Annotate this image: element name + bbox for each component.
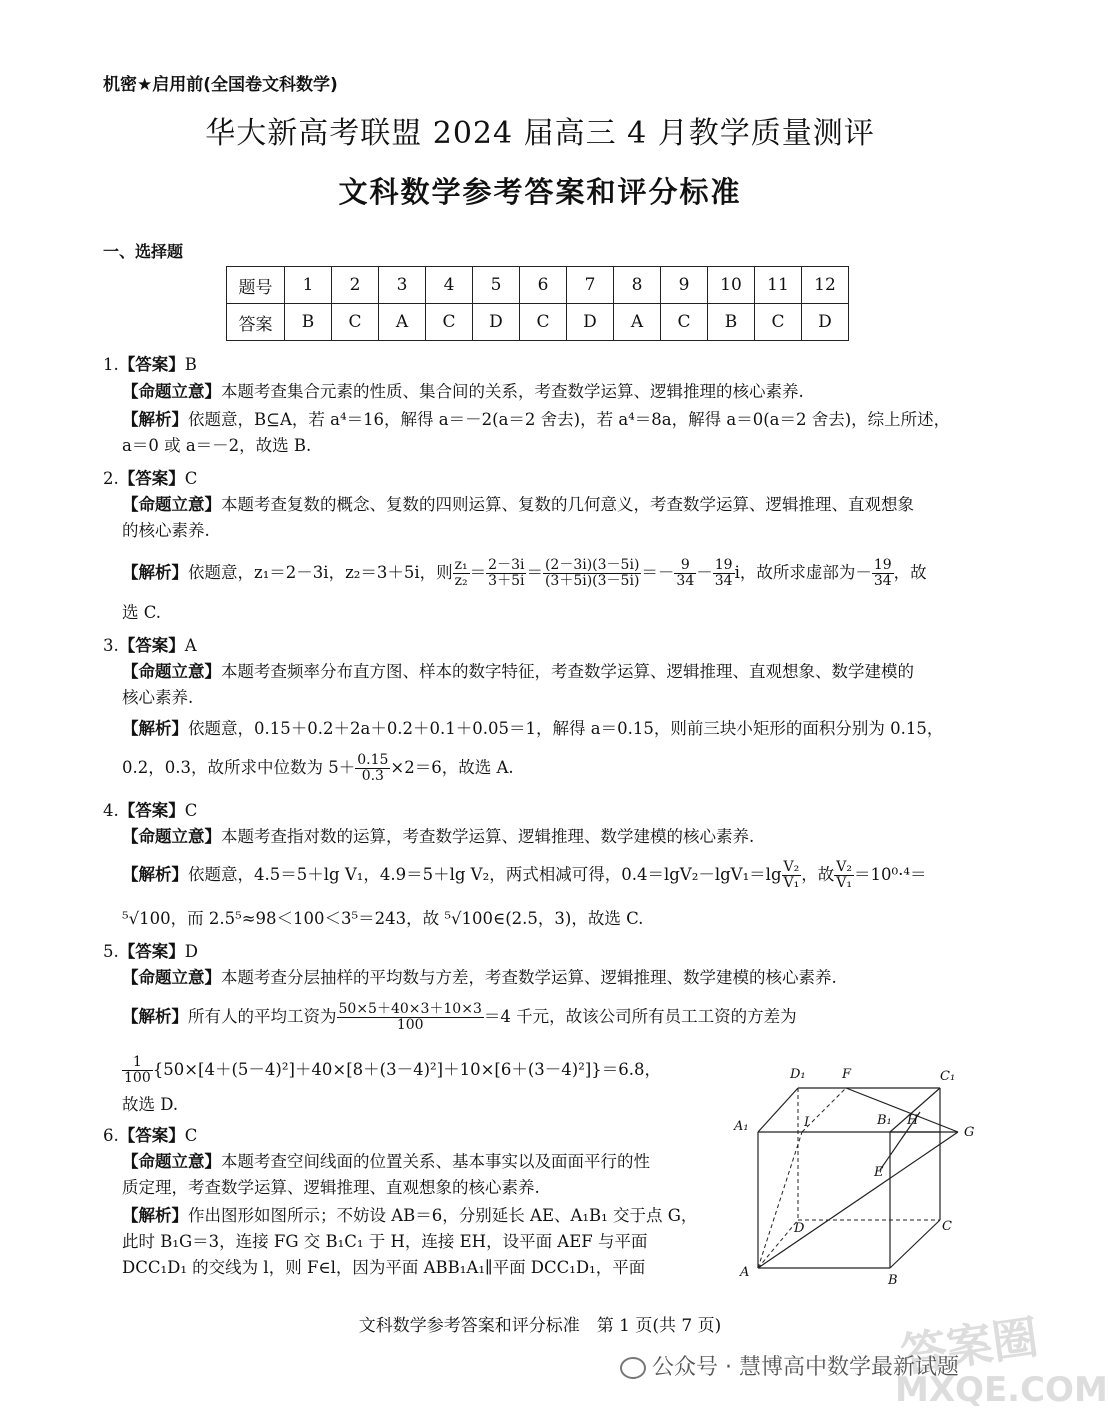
- fraction: [337, 1002, 484, 1033]
- q2-analysis-mid: i，故所求虚部为－: [734, 563, 872, 582]
- section-heading: 一、选择题: [103, 242, 184, 261]
- label-G: G: [964, 1125, 975, 1140]
- answer-table: [226, 266, 849, 341]
- line-AG: [758, 1132, 958, 1268]
- analysis-label: 【解析】: [122, 719, 188, 738]
- table-cell: C: [755, 304, 802, 341]
- fraction: [543, 558, 641, 589]
- fraction: [713, 558, 735, 589]
- q5-analysis-2: [122, 1050, 742, 1090]
- q3-analysis-post: ×2＝6，故选 A.: [390, 758, 514, 777]
- label-C: C: [942, 1219, 952, 1234]
- wechat-icon: [620, 1357, 646, 1379]
- analysis-label: 【解析】: [122, 865, 188, 884]
- table-cell: D: [473, 304, 520, 341]
- table-cell: 8: [614, 267, 661, 304]
- intent-label: 【命题立意】: [122, 382, 221, 401]
- table-cell: 10: [708, 267, 755, 304]
- label-C1: C₁: [940, 1069, 956, 1084]
- numerator: 0.15: [357, 752, 389, 768]
- line-AI: [758, 1132, 802, 1268]
- fraction: [122, 1055, 153, 1086]
- q2-answer: C: [184, 469, 198, 488]
- operator: －: [696, 563, 713, 582]
- q6-intent: [122, 1149, 722, 1201]
- table-cell: C: [661, 304, 708, 341]
- fraction: [355, 753, 390, 784]
- table-header-cell: 答案: [227, 304, 285, 341]
- q3-analysis: [122, 716, 977, 742]
- q2-intent: [122, 492, 977, 544]
- edge-BC: [890, 1220, 940, 1268]
- table-cell: C: [332, 304, 379, 341]
- table-cell: B: [285, 304, 332, 341]
- denominator: 34: [714, 573, 733, 589]
- answer-label: 【答案】: [118, 1126, 185, 1145]
- page-title: 华大新高考联盟 2024 届高三 4 月教学质量测评: [205, 116, 875, 151]
- q4-analysis-post: ＝10⁰·⁴＝: [854, 865, 927, 884]
- denominator: V₁: [836, 875, 852, 891]
- page-footer: 文科数学参考答案和评分标准 第 1 页(共 7 页): [358, 1316, 722, 1336]
- table-cell: D: [802, 304, 849, 341]
- label-H: H: [907, 1113, 919, 1128]
- answer-label: 【答案】: [118, 942, 185, 961]
- q6-answer: C: [184, 1126, 198, 1145]
- intent-label: 【命题立意】: [122, 827, 221, 846]
- intent-label: 【命题立意】: [122, 968, 221, 987]
- q1-analysis-text-2: a＝0 或 a＝－2，故选 B.: [122, 436, 312, 455]
- q4-analysis: [122, 855, 977, 895]
- q5-analysis-post: ＝4 千元，故该公司所有员工工资的方差为: [483, 1007, 797, 1026]
- q6-analysis-text-3: DCC₁D₁ 的交线为 l，则 F∈l，因为平面 ABB₁A₁∥平面 DCC₁D₁，平面: [122, 1258, 646, 1277]
- table-cell: D: [567, 304, 614, 341]
- label-D: D: [794, 1221, 805, 1236]
- q6-answer-line: [103, 1122, 197, 1146]
- analysis-label: 【解析】: [122, 1206, 188, 1225]
- q1-answer-line: [103, 351, 197, 375]
- denominator: 100: [396, 1017, 424, 1033]
- numerator: z₁: [454, 557, 468, 573]
- q2-answer-line: [103, 465, 197, 489]
- label-B1: B₁: [877, 1113, 892, 1128]
- watermark-domain: MXQE.COM: [895, 1370, 1108, 1410]
- numerator: 9: [674, 558, 696, 574]
- equals: ＝: [469, 563, 487, 582]
- denominator: 3＋5i: [488, 573, 525, 589]
- q1-intent-text: 本题考查集合元素的性质、集合间的关系，考查数学运算、逻辑推理的核心素养.: [221, 382, 804, 401]
- header-note: 机密★启用前(全国卷文科数学): [103, 75, 338, 95]
- q6-analysis-text-1: 作出图形如图所示；不妨设 AB＝6，分别延长 AE、A₁B₁ 交于点 G，: [188, 1206, 698, 1225]
- label-F: F: [842, 1067, 852, 1082]
- analysis-label: 【解析】: [122, 1007, 188, 1026]
- table-cell: 5: [473, 267, 520, 304]
- table-cell: A: [379, 304, 426, 341]
- q5-analysis-text-2: {50×[4＋(5－4)²]＋40×[8＋(3－4)²]＋10×[6＋(3－4)²]}＝6.8，: [152, 1060, 662, 1079]
- q2-number: 2.: [103, 469, 119, 488]
- table-cell: B: [708, 304, 755, 341]
- numerator: 19: [714, 557, 733, 573]
- line-FG: [846, 1088, 958, 1132]
- denominator: (3＋5i)(3－5i): [544, 573, 640, 589]
- edge-AD: [758, 1220, 798, 1268]
- q3-intent: [122, 659, 977, 711]
- intent-label: 【命题立意】: [122, 495, 221, 514]
- q4-answer: C: [184, 801, 198, 820]
- q5-answer: D: [184, 942, 198, 961]
- q3-analysis-pre: 0.2，0.3，故所求中位数为 5＋: [122, 758, 356, 777]
- numerator: 50×5＋40×3＋10×3: [338, 1001, 482, 1017]
- q1-analysis-text-1: 依题意，B⊆A，若 a⁴＝16，解得 a＝－2(a＝2 舍去)，若 a⁴＝8a，解得 a＝0(a＝2 舍去)，综上所述，: [188, 410, 951, 429]
- denominator: V₁: [783, 875, 800, 891]
- q2-intent-text-2: 的核心素养.: [122, 521, 210, 540]
- q4-analysis-pre: 依题意，4.5＝5＋lg V₁，4.9＝5＋lg V₂，两式相减可得，0.4＝lgV₂－lgV₁＝lg: [188, 865, 782, 884]
- q5-answer-line: [103, 938, 198, 962]
- q5-number: 5.: [103, 942, 119, 961]
- q3-number: 3.: [103, 636, 119, 655]
- fraction: [486, 558, 526, 589]
- q2-analysis-pre: 依题意，z₁＝2－3i，z₂＝3＋5i，则: [188, 563, 453, 582]
- label-A: A: [740, 1265, 750, 1280]
- table-cell: 2: [332, 267, 379, 304]
- watermark-logo: 答案圈: [897, 1309, 1042, 1383]
- q1-number: 1.: [103, 355, 119, 374]
- table-cell: 3: [379, 267, 426, 304]
- numerator: (2－3i)(3－5i): [544, 557, 640, 573]
- table-cell: A: [614, 304, 661, 341]
- q4-analysis-mid: ，故: [801, 865, 835, 884]
- answer-label: 【答案】: [118, 355, 185, 374]
- table-cell: C: [426, 304, 473, 341]
- table-header-cell: 题号: [227, 267, 285, 304]
- table-row: [227, 267, 849, 304]
- label-B: B: [888, 1273, 898, 1288]
- q1-answer: B: [184, 355, 197, 374]
- q3-intent-text-2: 核心素养.: [122, 688, 194, 707]
- q4-number: 4.: [103, 801, 119, 820]
- label-I: I: [804, 1115, 810, 1130]
- table-cell: 1: [285, 267, 332, 304]
- analysis-label: 【解析】: [122, 563, 188, 582]
- table-cell: 6: [520, 267, 567, 304]
- intent-label: 【命题立意】: [122, 1152, 221, 1171]
- q2-intent-text-1: 本题考查复数的概念、复数的四则运算、复数的几何意义，考查数学运算、逻辑推理、直观想象: [221, 495, 914, 514]
- table-cell: 9: [661, 267, 708, 304]
- q4-answer-line: [103, 797, 197, 821]
- denominator: 0.3: [361, 768, 384, 784]
- q3-answer: A: [184, 636, 197, 655]
- answer-label: 【答案】: [118, 469, 185, 488]
- label-A1: A₁: [734, 1119, 749, 1134]
- denominator: 34: [676, 573, 695, 589]
- table-cell: 12: [802, 267, 849, 304]
- q3-analysis-2: [122, 748, 977, 788]
- denominator: 34: [873, 573, 892, 589]
- q3-analysis-text-1: 依题意，0.15＋0.2＋2a＋0.2＋0.1＋0.05＝1，解得 a＝0.15，则前三块小矩形的面积分别为 0.15，: [188, 719, 944, 738]
- q3-intent-text-1: 本题考查频率分布直方图、样本的数字特征，考查数学运算、逻辑推理、直观想象、数学建模的: [221, 662, 914, 681]
- page-subtitle: 文科数学参考答案和评分标准: [338, 175, 742, 209]
- table-cell: 11: [755, 267, 802, 304]
- numerator: 2－3i: [488, 557, 525, 573]
- numerator: 19: [873, 557, 892, 573]
- q5-intent-text: 本题考查分层抽样的平均数与方差，考查数学运算、逻辑推理、数学建模的核心素养.: [221, 968, 837, 987]
- edge-A1D1: [758, 1088, 798, 1132]
- intent-label: 【命题立意】: [122, 662, 221, 681]
- analysis-label: 【解析】: [122, 410, 188, 429]
- table-row: [227, 304, 849, 341]
- cube-figure: [730, 1060, 990, 1290]
- q1-analysis: [122, 407, 977, 459]
- denominator: 100: [124, 1070, 151, 1086]
- q6-analysis-text-2: 此时 B₁G＝3，连接 FG 交 B₁C₁ 于 H，连接 EH，设平面 AEF 与平面: [122, 1232, 648, 1251]
- numerator: V₂: [836, 859, 852, 875]
- answer-label: 【答案】: [118, 636, 185, 655]
- fraction: [453, 558, 470, 589]
- q1-intent: [122, 379, 977, 405]
- q4-intent: [122, 824, 977, 850]
- q3-answer-line: [103, 632, 197, 656]
- q6-intent-text-1: 本题考查空间线面的位置关系、基本事实以及面面平行的性: [221, 1152, 650, 1171]
- table-cell: C: [520, 304, 567, 341]
- q5-intent: [122, 965, 977, 991]
- fraction: [674, 558, 696, 589]
- q6-number: 6.: [103, 1126, 119, 1145]
- q5-analysis: [122, 997, 977, 1037]
- fraction: [872, 558, 894, 589]
- q5-analysis-pre: 所有人的平均工资为: [188, 1007, 337, 1026]
- q4-intent-text: 本题考查指对数的运算，考查数学运算、逻辑推理、数学建模的核心素养.: [221, 827, 755, 846]
- numerator: 1: [122, 1055, 153, 1071]
- label-D1: D₁: [790, 1067, 806, 1082]
- q6-analysis: [122, 1203, 722, 1281]
- q2-analysis: [122, 552, 977, 594]
- denominator: z₂: [454, 573, 468, 589]
- q6-intent-text-2: 质定理，考查数学运算、逻辑推理、直观想象的核心素养.: [122, 1178, 540, 1197]
- numerator: V₂: [783, 859, 800, 875]
- q4-analysis-2: ⁵√100，而 2.5⁵≈98＜100＜3⁵＝243，故 ⁵√100∈(2.5，3)，故选 C.: [122, 909, 644, 928]
- fraction: [782, 860, 802, 891]
- table-cell: 4: [426, 267, 473, 304]
- q5-analysis-3: 故选 D.: [122, 1095, 179, 1114]
- q2-analysis-2: 选 C.: [122, 603, 162, 622]
- watermark-caption: 公众号 · 慧博高中数学最新试题: [652, 1355, 959, 1380]
- fraction: [834, 860, 854, 891]
- answer-label: 【答案】: [118, 801, 185, 820]
- equals: ＝: [526, 563, 543, 582]
- label-E: E: [874, 1165, 884, 1180]
- q2-analysis-post: ，故: [893, 563, 927, 582]
- operator: ＝－: [641, 563, 675, 582]
- table-cell: 7: [567, 267, 614, 304]
